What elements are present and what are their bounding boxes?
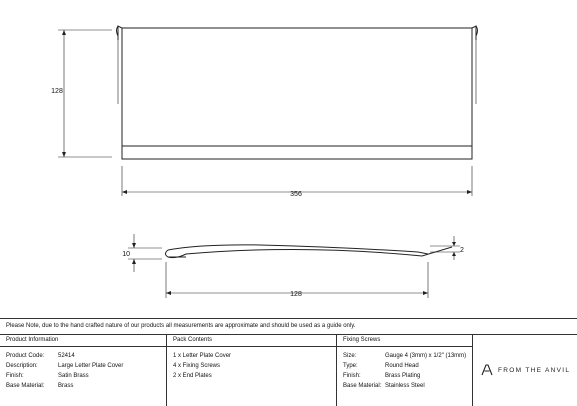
row-value: Round Head (385, 363, 419, 369)
row-value: 52414 (58, 353, 75, 359)
anvil-logo-icon (481, 364, 493, 376)
depth-label: 128 (290, 291, 302, 298)
disclaimer-note: Please Note, due to the hand crafted nature of our products all measurements are approximate and should be used as a guide only. (0, 318, 577, 335)
row-label: Size: (343, 353, 357, 359)
row-value: Large Letter Plate Cover (58, 363, 124, 369)
screw-size-row (343, 351, 472, 361)
thickness-dimension (128, 234, 162, 272)
brand-name: FROM THE ANVIL (498, 366, 571, 374)
left-hinge (117, 26, 123, 40)
pack-contents-heading: Pack Contents (167, 335, 336, 347)
row-label: Type: (343, 363, 358, 369)
height-label: 128 (51, 88, 63, 95)
brand-panel (473, 335, 577, 406)
row-label: Finish: (343, 373, 361, 379)
row-value: Brass Plating (385, 373, 421, 379)
lip-label: 2 (460, 247, 464, 254)
row-label: Product Code: (6, 353, 45, 359)
description-row (6, 361, 166, 371)
base-material-row (6, 381, 166, 391)
product-code-row (6, 351, 166, 361)
fixing-screws-heading: Fixing Screws (337, 335, 472, 347)
pack-item: 2 x End Plates (173, 373, 212, 379)
row-label: Base Material: (343, 383, 382, 389)
screw-finish-row (343, 371, 472, 381)
product-information-panel (0, 335, 167, 406)
screw-type-row (343, 361, 472, 371)
row-value: Brass (58, 383, 74, 389)
pack-contents-panel (167, 335, 337, 406)
screw-material-row (343, 381, 472, 391)
side-profile (166, 245, 453, 258)
finish-row (6, 371, 166, 381)
height-dimension (58, 30, 112, 157)
brand-logo (481, 364, 570, 376)
row-value: Stainless Steel (385, 383, 425, 389)
lip-dimension (430, 236, 460, 260)
right-hinge (472, 26, 478, 40)
row-value: Satin Brass (58, 373, 89, 379)
row-label: Description: (6, 363, 38, 369)
row-label: Base Material: (6, 383, 45, 389)
width-label: 356 (290, 191, 302, 198)
pack-item: 4 x Fixing Screws (173, 363, 221, 369)
front-view (117, 26, 478, 159)
plate-body (122, 28, 472, 159)
thickness-label: 10 (122, 251, 130, 258)
product-information-heading: Product Information (0, 335, 166, 347)
fixing-screws-panel (337, 335, 473, 406)
pack-item: 1 x Letter Plate Cover (173, 353, 232, 359)
row-value: Gauge 4 (3mm) x 1/2" (13mm) (385, 353, 467, 359)
row-label: Finish: (6, 373, 24, 379)
info-table (0, 335, 577, 406)
